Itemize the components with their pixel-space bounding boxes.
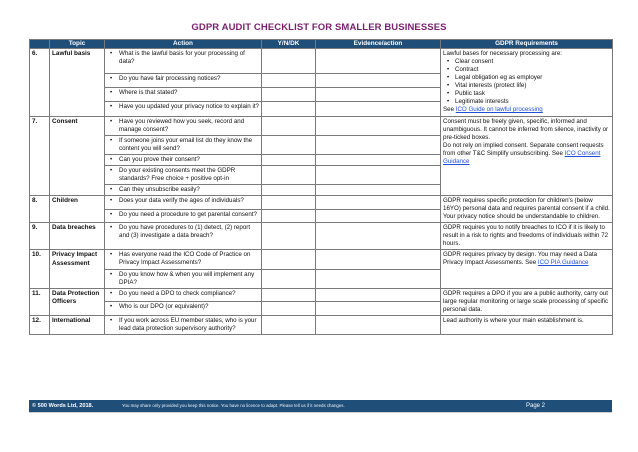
action-text: Do you need a procedure to get parental consent? (119, 210, 257, 218)
ynd-cell[interactable] (262, 223, 316, 250)
action-cell (105, 49, 262, 74)
ynd-cell[interactable] (262, 73, 316, 87)
action-text: Can you prove their consent? (119, 155, 200, 163)
evidence-cell[interactable] (316, 288, 441, 302)
ico-guidance-link[interactable]: ICO Consent Guidance (443, 149, 601, 165)
ico-guidance-link[interactable]: ICO PIA Guidance (537, 259, 589, 267)
ynd-cell[interactable] (262, 135, 316, 154)
bullet-icon: • (110, 251, 113, 259)
action-text: Do you have fair processing notices? (119, 74, 221, 82)
header-topic: Topic (50, 40, 105, 49)
header-requirements: GDPR Requirements (441, 40, 613, 49)
table-row (30, 250, 613, 269)
action-text: Where is that stated? (119, 88, 178, 96)
requirement-item (443, 58, 610, 66)
bullet-icon: • (447, 82, 450, 90)
ynd-cell[interactable] (262, 269, 316, 288)
action-cell (105, 223, 262, 250)
action-text: If you work across EU member states, who is your lead data protection supervisory authority? (119, 316, 257, 332)
row-topic: Lawful basis (50, 49, 105, 117)
evidence-cell[interactable] (316, 315, 441, 334)
action-text: Do you know how & when you will implement any DPIA? (119, 270, 255, 286)
bullet-icon: • (110, 316, 113, 324)
ynd-cell[interactable] (262, 209, 316, 223)
evidence-cell[interactable] (316, 184, 441, 195)
bullet-icon: • (110, 88, 113, 96)
ynd-cell[interactable] (262, 87, 316, 101)
footer-divider (29, 412, 612, 413)
footer-bar (29, 400, 612, 412)
table-row (30, 116, 613, 135)
requirement-text: GDPR requires specific protection for children's (below 16YO) personal data and requires parental consent if a child. Your privacy notice should be understandable to children. (443, 197, 610, 221)
evidence-cell[interactable] (316, 302, 441, 316)
requirements-cell (441, 288, 613, 315)
action-cell (105, 87, 262, 101)
requirement-text: Lead authority is where your main establishment is. (443, 316, 584, 324)
table-row (30, 49, 613, 74)
bullet-icon: • (447, 58, 450, 66)
action-cell (105, 269, 262, 288)
requirement-reference-text: Do not rely on implied consent. Separate consent requests from other T&C Simplify unsubscribing. See (443, 141, 604, 157)
requirement-item-text: Legal obligation eg as employer (455, 74, 543, 82)
ico-guidance-link[interactable]: ICO Guide on lawful processing (455, 106, 543, 114)
ynd-cell[interactable] (262, 288, 316, 302)
bullet-icon: • (110, 166, 113, 174)
bullet-icon: • (447, 74, 450, 82)
requirements-cell (441, 196, 613, 223)
bullet-icon: • (110, 185, 113, 193)
row-number: 9. (30, 223, 50, 250)
evidence-cell[interactable] (316, 223, 441, 250)
ynd-cell[interactable] (262, 250, 316, 269)
requirement-item-text: Contract (455, 66, 479, 74)
action-cell (105, 209, 262, 223)
row-topic: Data breaches (50, 223, 105, 250)
ynd-cell[interactable] (262, 315, 316, 334)
action-cell (105, 288, 262, 302)
evidence-cell[interactable] (316, 73, 441, 87)
table-row (30, 223, 613, 250)
evidence-cell[interactable] (316, 165, 441, 184)
action-cell (105, 302, 262, 316)
action-cell (105, 315, 262, 334)
table-row (30, 288, 613, 302)
bullet-icon: • (110, 210, 113, 218)
header-evidence: Evidence/action (316, 40, 441, 49)
action-cell (105, 73, 262, 87)
ynd-cell[interactable] (262, 184, 316, 195)
requirements-cell (441, 223, 613, 250)
requirement-text: GDPR requires you to notify breaches to ICO if it is likely to result in a risk to rights and freedoms of individuals within 72 hours. (443, 224, 609, 248)
bullet-icon: • (110, 103, 113, 111)
evidence-cell[interactable] (316, 154, 441, 165)
evidence-cell[interactable] (316, 87, 441, 101)
action-text: Do you need a DPO to check compliance? (119, 289, 236, 297)
action-cell (105, 250, 262, 269)
action-text: Can they unsubscribe easily? (119, 185, 200, 193)
bullet-icon: • (110, 270, 113, 278)
evidence-cell[interactable] (316, 49, 441, 74)
requirement-item-text: Legitimate interests (455, 98, 509, 106)
bullet-icon: • (447, 66, 450, 74)
action-text: What is the lawful basis for your processing of data? (119, 50, 245, 66)
evidence-cell[interactable] (316, 102, 441, 116)
row-number: 11. (30, 288, 50, 315)
bullet-icon: • (110, 155, 113, 163)
bullet-icon: • (110, 197, 113, 204)
requirements-cell (441, 315, 613, 334)
bullet-icon: • (110, 136, 113, 144)
action-text: Does your data verify the ages of individuals? (119, 197, 244, 204)
bullet-icon: • (110, 224, 113, 232)
requirement-reference (443, 106, 610, 114)
requirement-reference-text: See (443, 106, 456, 114)
requirement-text: GDPR requires a DPO if you are a public authority, carry out large regular monitoring or large scale processing of specific personal data. (443, 289, 609, 313)
ynd-cell[interactable] (262, 102, 316, 116)
requirement-item (443, 74, 610, 82)
evidence-cell[interactable] (316, 250, 441, 269)
bullet-icon: • (110, 74, 113, 82)
evidence-cell[interactable] (316, 209, 441, 223)
bullet-icon: • (447, 98, 450, 106)
ynd-cell[interactable] (262, 154, 316, 165)
evidence-cell[interactable] (316, 135, 441, 154)
evidence-cell[interactable] (316, 269, 441, 288)
bullet-icon: • (110, 50, 113, 57)
row-number: 12. (30, 315, 50, 334)
ynd-cell[interactable] (262, 165, 316, 184)
bullet-icon: • (447, 90, 450, 98)
requirement-reference-text: GDPR requires privacy by design. You may need a Data Privacy Impact Assessments. See (443, 251, 598, 267)
requirements-cell (441, 49, 613, 117)
action-cell (105, 135, 262, 154)
action-text: Have you updated your privacy notice to explain it? (119, 103, 259, 111)
requirement-item (443, 90, 610, 98)
requirement-item (443, 98, 610, 106)
table-header-row (30, 40, 613, 49)
requirement-item (443, 82, 610, 90)
row-topic: Consent (50, 116, 105, 196)
checklist-table (29, 39, 613, 335)
ynd-cell[interactable] (262, 302, 316, 316)
requirements-cell (441, 250, 613, 288)
document-title: GDPR AUDIT CHECKLIST FOR SMALLER BUSINESSES (191, 22, 447, 33)
header-number (30, 40, 50, 49)
table-row (30, 315, 613, 334)
requirement-item-text: Public task (455, 90, 485, 98)
action-cell (105, 165, 262, 184)
action-text: Has everyone read the ICO Code of Practice on Privacy Impact Assessments? (119, 251, 251, 267)
row-topic: Children (50, 196, 105, 223)
action-text: Have you reviewed how you seek, record and manage consent? (119, 117, 245, 133)
requirement-item-text: Vital interests (protect life) (455, 82, 527, 90)
requirement-reference (443, 251, 610, 267)
row-number: 6. (30, 49, 50, 117)
header-action: Action (105, 40, 262, 49)
bullet-icon: • (110, 303, 113, 311)
footer-notice: You may share only provided you keep this notice. You have no licence to adapt. Please tell us if it needs changes. (122, 403, 345, 408)
evidence-cell[interactable] (316, 116, 441, 135)
requirement-reference (443, 142, 610, 166)
ynd-cell[interactable] (262, 116, 316, 135)
row-number: 7. (30, 116, 50, 196)
action-text: If someone joins your email list do they know the content you will send? (119, 136, 253, 152)
evidence-cell[interactable] (316, 196, 441, 210)
ynd-cell[interactable] (262, 49, 316, 74)
action-text: Who is our DPO (or equivalent)? (119, 303, 209, 311)
footer-copyright: © 500 Words Ltd, 2018. (32, 403, 94, 409)
action-cell (105, 196, 262, 210)
ynd-cell[interactable] (262, 196, 316, 210)
table-row (30, 196, 613, 210)
row-topic: International (50, 315, 105, 334)
action-cell (105, 116, 262, 135)
row-topic: Data Protection Officers (50, 288, 105, 315)
requirements-cell (441, 116, 613, 196)
action-cell (105, 154, 262, 165)
row-number: 8. (30, 196, 50, 223)
action-cell (105, 102, 262, 116)
requirement-text: Consent must be freely given, specific, informed and unambiguous. It cannot be inferred from silence, inactivity or pre-ticked boxes. (443, 117, 609, 141)
bullet-icon: • (110, 117, 113, 125)
footer-page-number: Page 2 (526, 403, 546, 409)
header-ynd: Y/N/DK (262, 40, 316, 49)
bullet-icon: • (110, 289, 113, 297)
action-text: Do your existing consents meet the GDPR standards? Free choice + positive opt-in (119, 166, 236, 182)
action-cell (105, 184, 262, 195)
row-topic: Privacy Impact Assessment (50, 250, 105, 288)
requirement-item (443, 66, 610, 74)
row-number: 10. (30, 250, 50, 288)
action-text: Do you have procedures to (1) detect, (2) report and (3) investigate a data breach? (119, 224, 251, 240)
requirement-text: Lawful bases for necessary processing are: (443, 50, 562, 57)
requirement-item-text: Clear consent (455, 58, 494, 66)
